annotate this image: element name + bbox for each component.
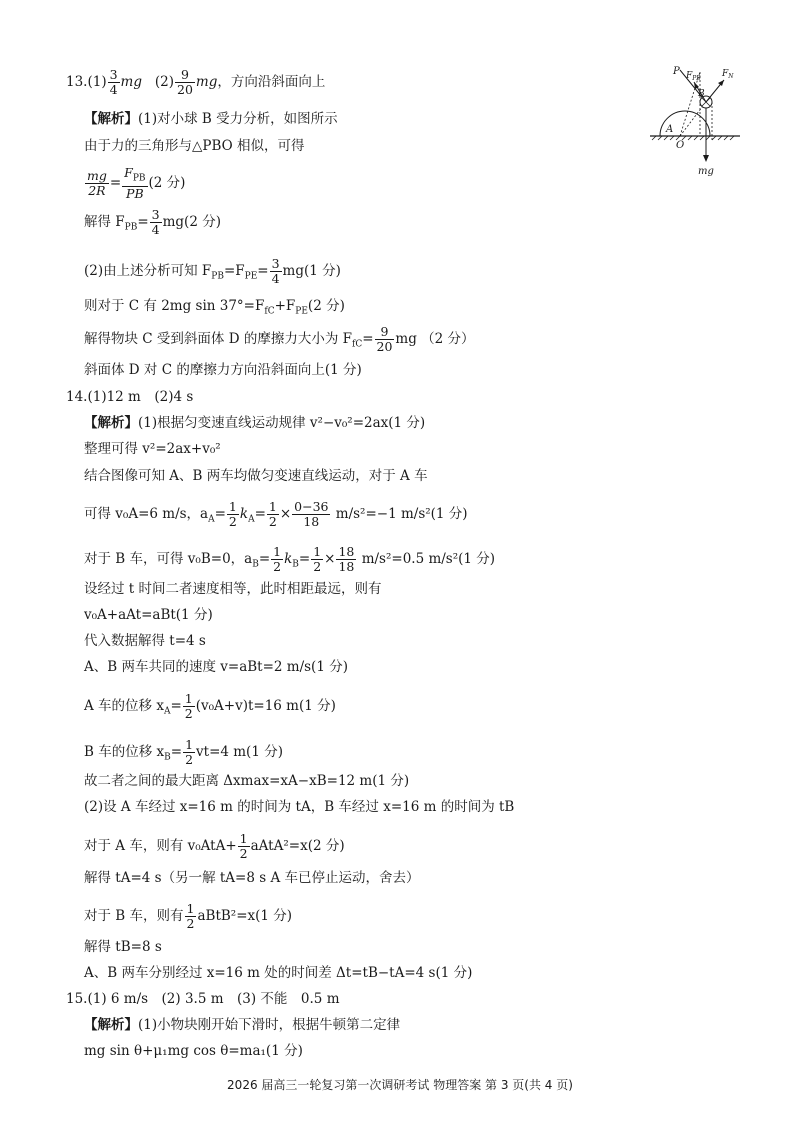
q15-answer-line: 15.(1) 6 m/s (2) 3.5 m (3) 不能 0.5 m: [66, 991, 340, 1007]
label-a: A: [666, 124, 674, 135]
q13-analysis-line-3: $\frac{mg}{2R}$ = $\frac{F_{PB}}{PB}$ (2 分): [87, 165, 186, 201]
q14-analysis-line-6: 设经过 t 时间二者速度相等，此时相距最远，则有: [84, 581, 382, 597]
label-mg: mg: [698, 166, 714, 177]
label-fn: $F_N$: [722, 69, 734, 80]
q14-analysis-line-12: 故二者之间的最大距离 Δxmax=xA−xB=12 m(1 分): [84, 773, 410, 789]
q13-analysis-line-8: 斜面体 D 对 C 的摩擦力方向沿斜面向上(1 分): [84, 362, 362, 378]
q14-answer-line: 14.(1)12 m (2)4 s: [66, 389, 194, 405]
q14-analysis-line-10: A 车的位移 $x_A=$ $\frac{1}{2}$ (v₀A+v)t=16 m(1 分): [84, 691, 336, 721]
q13-analysis-line-2: 由于力的三角形与△PBO 相似，可得: [84, 138, 305, 154]
q14-analysis-line-4: 可得 v₀A=6 m/s，$a_A=$ $\frac{1}{2}$ $k_A=$ $\frac{1}{2}$ × $\frac{0-36}{18}$ m/s²=−1 m/s²(1 分): [84, 499, 468, 529]
q14-analysis-line-1: 【解析】(1)根据匀变速直线运动规律 v²−v₀²=2ax(1 分): [84, 415, 426, 431]
q14-analysis-line-7: v₀A+aAt=aBt(1 分): [84, 607, 213, 623]
q15-analysis-line-1: 【解析】(1)小物块刚开始下滑时，根据牛顿第二定律: [84, 1017, 401, 1033]
q13-analysis-line-7: 解得物块 C 受到斜面体 D 的摩擦力大小为 $F_{fC}=$ $\frac{9}{20}$ mg （2 分）: [84, 324, 475, 354]
q13-analysis-line-1: 【解析】(1)对小球 B 受力分析，如图所示: [84, 111, 338, 127]
page-footer: 2026 届高三一轮复习第一次调研考试 物理答案 第 3 页(共 4 页): [227, 1078, 573, 1092]
q14-analysis-line-5: 对于 B 车，可得 v₀B=0，$a_B=$ $\frac{1}{2}$ $k_B=$ $\frac{1}{2}$ × $\frac{18}{18}$ m/s²=0.5 m/s²(1 分): [84, 544, 496, 574]
force-diagram: [640, 62, 750, 182]
q14-analysis-line-8: 代入数据解得 t=4 s: [84, 633, 206, 649]
fraction: $\frac{9}{20}$: [177, 67, 193, 97]
label-p: P: [673, 66, 680, 77]
q14-analysis-line-11: B 车的位移 $x_B=$ $\frac{1}{2}$ vt=4 m(1 分): [84, 737, 283, 767]
q13-analysis-line-5: (2)由上述分析可知 $F_{PB}=F_{PE}=$ $\frac{3}{4}$ mg(1 分): [84, 256, 341, 286]
q13-answer-line: 13.(1) $\frac{3}{4}$ mg (2) $\frac{9}{20}$ mg，方向沿斜面向上: [66, 67, 326, 97]
q14-analysis-line-13: (2)设 A 车经过 x=16 m 的时间为 tA，B 车经过 x=16 m 的时间为 tB: [84, 799, 515, 815]
q13-analysis-line-6: 则对于 C 有 2mg $\sin 37^\circ=F_{fC}+F_{PE}(2$ 分): [84, 298, 345, 317]
label-o: O: [676, 140, 685, 151]
fraction: $\frac{3}{4}$: [109, 67, 118, 97]
q14-analysis-line-3: 结合图像可知 A、B 两车均做匀变速直线运动，对于 A 车: [84, 468, 428, 484]
q14-analysis-line-18: A、B 两车分别经过 x=16 m 处的时间差 Δt=tB−tA=4 s(1 分): [84, 965, 473, 981]
q14-analysis-line-2: 整理可得 v²=2ax+v₀²: [84, 441, 221, 457]
label-b: B: [698, 89, 705, 99]
q14-analysis-line-15: 解得 tA=4 s（另一解 tA=8 s A 车已停止运动，舍去）: [84, 870, 420, 886]
q15-analysis-line-2: mg sin θ+μ₁mg cos θ=ma₁(1 分): [84, 1043, 303, 1059]
q14-analysis-line-17: 解得 tB=8 s: [84, 939, 162, 955]
label-fpb: $F_{PB}$: [686, 71, 701, 82]
q14-analysis-line-9: A、B 两车共同的速度 v=aBt=2 m/s(1 分): [84, 659, 348, 675]
q14-analysis-line-16: 对于 B 车，则有 $\frac{1}{2}$ aBtB²=x(1 分): [84, 901, 293, 931]
q13-analysis-line-4: 解得 $F_{PB}=$ $\frac{3}{4}$ mg(2 分): [84, 207, 221, 237]
q14-analysis-line-14: 对于 A 车，则有 v₀AtA+ $\frac{1}{2}$ aAtA²=x(2 分): [84, 831, 345, 861]
